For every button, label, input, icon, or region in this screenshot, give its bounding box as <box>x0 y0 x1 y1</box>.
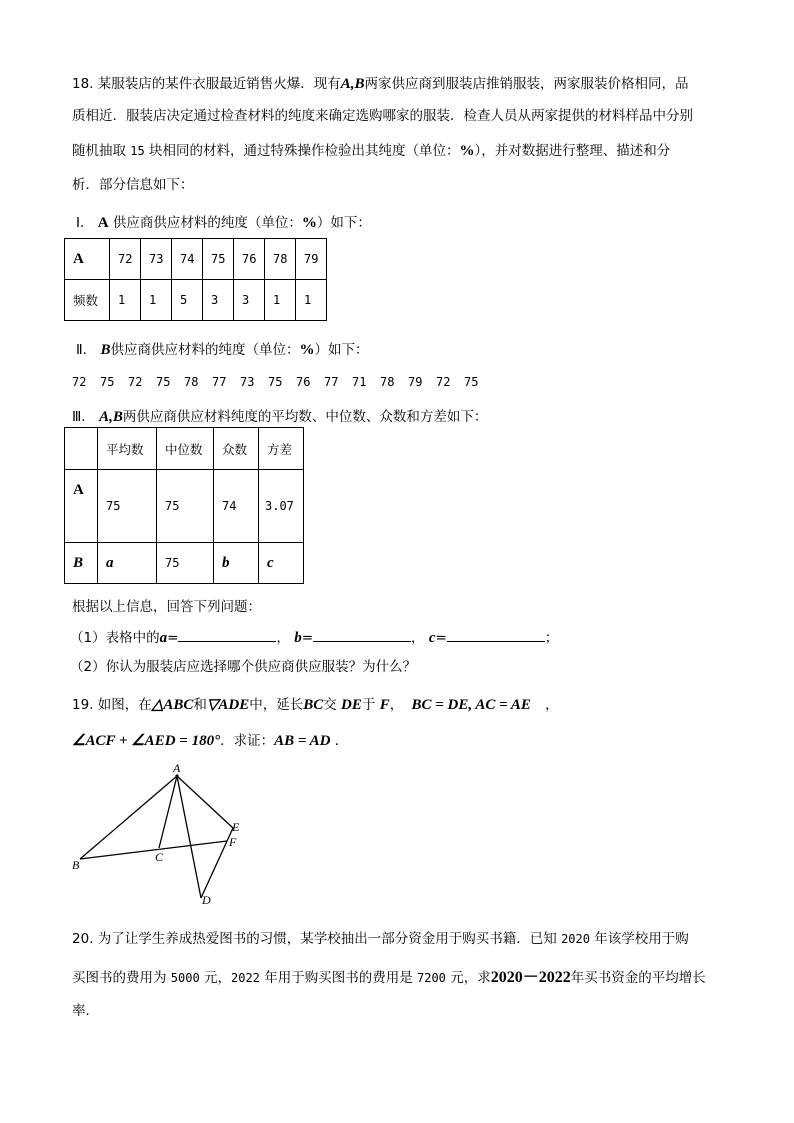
table-row: 频数 1 1 5 3 3 1 1 <box>65 280 327 321</box>
label-c: C <box>155 850 164 864</box>
segment-ac <box>159 776 177 848</box>
q20-line-1: 20. 为了让学生养成热爱图书的习惯，某学校抽出一部分资金用于购买书籍．已知 2020 年该学校用于购 <box>72 931 689 947</box>
label-f: F <box>229 835 237 849</box>
table-row: B a 75 b c <box>65 543 304 584</box>
q18-line-3: 随机抽取 15 块相同的材料，通过特殊操作检验出其纯度（单位：%），并对数据进行整理、描述和分 <box>72 143 671 159</box>
part3-heading: Ⅲ． A,B两供应商供应材料纯度的平均数、中位数、众数和方差如下： <box>72 409 488 425</box>
table1-header: A <box>65 239 110 280</box>
sub-question-2: （2）你认为服装店应选择哪个供应商供应服装？为什么？ <box>70 659 417 675</box>
label-b: B <box>72 858 80 872</box>
q18-line-4: 析．部分信息如下： <box>72 177 194 193</box>
q19-number: 19. <box>72 697 94 713</box>
sub-question-1: （1）表格中的a= ， b= ， c= ； <box>70 630 559 646</box>
table-row: A 72 73 74 75 76 78 79 <box>65 239 327 280</box>
label-e: E <box>232 820 240 834</box>
q18-line-1: 18. 某服装店的某件衣服最近销售火爆．现有A,B两家供应商到服装店推销服装，两家服装价格相同，品 <box>72 76 689 92</box>
segment-bf <box>80 841 227 859</box>
label-d: D <box>202 893 211 907</box>
q18-number: 18. <box>72 76 94 92</box>
q19-line-2: ∠ACF + ∠AED = 180°．求证：AB = AD ． <box>72 733 349 749</box>
part1-heading: Ⅰ． A 供应商供应材料的纯度（单位：%）如下： <box>76 215 371 231</box>
table-row: 平均数 中位数 众数 方差 <box>65 428 304 470</box>
segment-ab <box>80 776 177 859</box>
freq-label: 频数 <box>65 280 110 321</box>
q18-line-2: 质相近．服装店决定通过检查材料的纯度来确定选购哪家的服装．检查人员从两家提供的材料样品中分别 <box>72 108 693 124</box>
part2-heading: Ⅱ． B供应商供应材料的纯度（单位：%）如下： <box>76 342 369 358</box>
table-row: A 75 75 74 3.07 <box>65 470 304 543</box>
q20-line-2: 买图书的费用为 5000 元，2022 年用于购买图书的费用是 7200 元，求2020－2022年买书资金的平均增长 <box>72 969 706 986</box>
q20-line-3: 率． <box>72 1003 99 1019</box>
label-a: A <box>173 761 181 775</box>
supplier-b-data: 72 75 72 75 78 77 73 75 76 77 71 78 79 72 75 <box>72 375 479 389</box>
q19-line-1: 19. 如图，在△ABC和▽ADE中，延长BC交 DE于 F， BC = DE, AC = AE ， <box>72 697 559 713</box>
q20-number: 20. <box>72 931 94 947</box>
answer-prompt: 根据以上信息，回答下列问题： <box>72 599 261 615</box>
